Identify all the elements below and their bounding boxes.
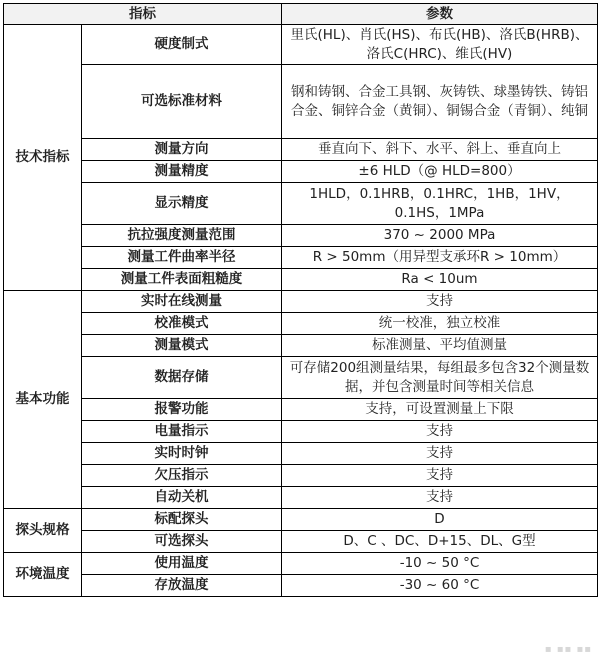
parameter-cell: 支持 <box>282 291 598 313</box>
parameter-cell: 支持 <box>282 443 598 465</box>
indicator-cell: 测量模式 <box>82 335 282 357</box>
header-row <box>4 4 598 25</box>
watermark-image: ▪ ▪▪ ▪▪ <box>544 644 592 655</box>
indicator-cell: 测量精度 <box>82 161 282 183</box>
indicator-cell: 实时时钟 <box>82 443 282 465</box>
parameter-cell: 标准测量、平均值测量 <box>282 335 598 357</box>
parameter-cell: 垂直向下、斜下、水平、斜上、垂直向上 <box>282 139 598 161</box>
indicator-cell: 欠压指示 <box>82 465 282 487</box>
indicator-cell: 标配探头 <box>82 509 282 531</box>
parameter-cell: 1HLD，0.1HRB，0.1HRC，1HB，1HV，0.1HS，1MPa <box>282 183 598 225</box>
table-row <box>4 225 598 247</box>
parameter-cell: 统一校准，独立校准 <box>282 313 598 335</box>
indicator-cell: 显示精度 <box>82 183 282 225</box>
category-cell: 探头规格 <box>4 509 82 553</box>
parameter-cell: D <box>282 509 598 531</box>
parameter-cell: D、C 、DC、D+15、DL、G型 <box>282 531 598 553</box>
table-row <box>4 291 598 313</box>
indicator-cell: 可选探头 <box>82 531 282 553</box>
spec-table <box>3 3 598 597</box>
parameter-cell: -30 ~ 60 °C <box>282 575 598 597</box>
table-row <box>4 399 598 421</box>
table-row <box>4 161 598 183</box>
indicator-cell: 测量工件表面粗糙度 <box>82 269 282 291</box>
category-cell: 基本功能 <box>4 291 82 509</box>
table-row <box>4 269 598 291</box>
indicator-cell: 自动关机 <box>82 487 282 509</box>
indicator-cell: 可选标准材料 <box>82 65 282 139</box>
parameter-cell: ±6 HLD（@ HLD=800） <box>282 161 598 183</box>
table-row <box>4 139 598 161</box>
category-cell: 技术指标 <box>4 25 82 291</box>
parameter-cell: R > 50mm（用异型支承环R > 10mm） <box>282 247 598 269</box>
indicator-cell: 电量指示 <box>82 421 282 443</box>
parameter-cell: 支持 <box>282 465 598 487</box>
table-row <box>4 335 598 357</box>
table-row <box>4 183 598 225</box>
table-row <box>4 575 598 597</box>
table-row <box>4 465 598 487</box>
indicator-cell: 报警功能 <box>82 399 282 421</box>
indicator-cell: 使用温度 <box>82 553 282 575</box>
table-row <box>4 443 598 465</box>
table-row <box>4 509 598 531</box>
parameter-cell: 支持，可设置测量上下限 <box>282 399 598 421</box>
indicator-cell: 数据存储 <box>82 357 282 399</box>
indicator-cell: 校准模式 <box>82 313 282 335</box>
indicator-cell: 抗拉强度测量范围 <box>82 225 282 247</box>
table-row <box>4 247 598 269</box>
spec-body <box>4 25 598 597</box>
header-indicator: 指标 <box>4 4 282 25</box>
table-row <box>4 487 598 509</box>
parameter-cell: 支持 <box>282 487 598 509</box>
parameter-cell: Ra < 10um <box>282 269 598 291</box>
parameter-cell: 里氏(HL)、肖氏(HS)、布氏(HB)、洛氏B(HRB)、洛氏C(HRC)、维氏(HV) <box>282 25 598 65</box>
indicator-cell: 测量方向 <box>82 139 282 161</box>
header-parameter: 参数 <box>282 4 598 25</box>
parameter-cell: 可存储200组测量结果，每组最多包含32个测量数据，并包含测量时间等相关信息 <box>282 357 598 399</box>
category-cell: 环境温度 <box>4 553 82 597</box>
table-row <box>4 421 598 443</box>
table-row <box>4 357 598 399</box>
indicator-cell: 存放温度 <box>82 575 282 597</box>
parameter-cell: 370 ~ 2000 MPa <box>282 225 598 247</box>
parameter-cell: -10 ~ 50 °C <box>282 553 598 575</box>
parameter-cell: 支持 <box>282 421 598 443</box>
table-row <box>4 65 598 139</box>
parameter-cell: 钢和铸钢、合金工具钢、灰铸铁、球墨铸铁、铸铝合金、铜锌合金（黄铜）、铜锡合金（青铜）、纯铜 <box>282 65 598 139</box>
table-row <box>4 553 598 575</box>
indicator-cell: 实时在线测量 <box>82 291 282 313</box>
table-row <box>4 313 598 335</box>
indicator-cell: 测量工件曲率半径 <box>82 247 282 269</box>
table-row <box>4 531 598 553</box>
indicator-cell: 硬度制式 <box>82 25 282 65</box>
table-row <box>4 25 598 65</box>
